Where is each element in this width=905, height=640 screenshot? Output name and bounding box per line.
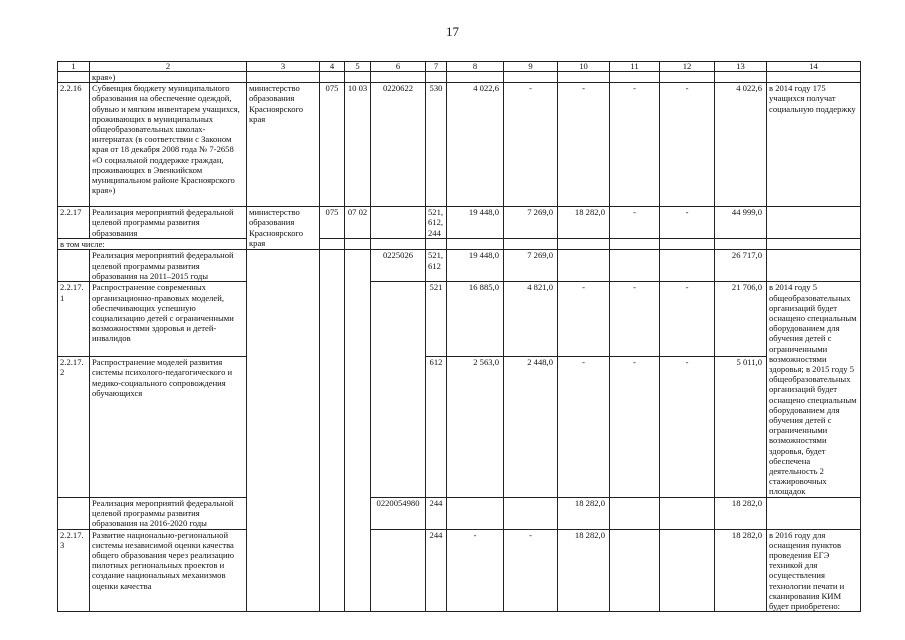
column-header: 1 — [58, 62, 90, 72]
value-cell: - — [610, 83, 660, 207]
row-code-cell: 2.2.17.2 — [58, 357, 90, 498]
csr-cell: 0225026 — [371, 250, 426, 282]
value-cell — [447, 497, 504, 529]
row-name-cell: Реализация мероприятий федеральной целевой программы развития образования на 2011–2015 годы — [90, 250, 247, 282]
row-code-cell: 2.2.17 — [58, 207, 90, 239]
column-header: 2 — [90, 62, 247, 72]
column-header-row — [58, 62, 861, 72]
table-row — [58, 357, 861, 498]
table-cell — [715, 239, 767, 250]
row-code-cell: 2.2.16 — [58, 83, 90, 207]
column-header: 11 — [610, 62, 660, 72]
grbs-cell: 075 — [320, 207, 345, 239]
value-cell: - — [610, 282, 660, 357]
table-cell — [767, 239, 861, 250]
table-row — [58, 83, 861, 207]
table-cell — [320, 239, 345, 250]
value-cell — [660, 250, 715, 282]
table-cell — [58, 72, 90, 83]
ministry-cell: министерство образования Красноярского края — [247, 83, 320, 207]
value-cell: 18 282,0 — [558, 207, 610, 239]
table-cell — [320, 250, 345, 612]
vr-cell: 244 — [426, 497, 447, 529]
value-cell: - — [504, 83, 558, 207]
table-cell — [345, 239, 371, 250]
value-cell — [660, 497, 715, 529]
table-row — [58, 529, 861, 612]
table-cell — [767, 72, 861, 83]
including-label: в том числе: — [58, 239, 247, 250]
table-cell — [371, 72, 426, 83]
value-cell: 4 821,0 — [504, 282, 558, 357]
column-header: 5 — [345, 62, 371, 72]
table-cell — [610, 72, 660, 83]
budget-table — [57, 61, 861, 612]
value-cell: - — [660, 282, 715, 357]
value-cell: 7 269,0 — [504, 250, 558, 282]
value-cell — [504, 497, 558, 529]
value-cell: 18 282,0 — [558, 497, 610, 529]
column-header: 3 — [247, 62, 320, 72]
vr-cell: 612 — [426, 357, 447, 498]
table-cell — [58, 497, 90, 529]
table-row — [58, 207, 861, 239]
row-name-cell: Распространение моделей развития системы психолого-педагогического и медико-социального сопровождения обучающихся — [90, 357, 247, 498]
rzpr-cell: 10 03 — [345, 83, 371, 207]
column-header: 13 — [715, 62, 767, 72]
value-cell — [610, 250, 660, 282]
table-cell — [247, 72, 320, 83]
result-cell: в 2014 году 5 общеобразовательных организаций будет оснащено специальным оборудованием для обучения детей с ограниченными возможностями здоровья; в 2015 году 5 общеобразовательных организаций будет оснащено специальным оборудованием для обучения детей с ограниченными возможностями здоровья, будет обеспечена деятельность 2 стажировочных площадок — [767, 282, 861, 497]
table-cell — [58, 250, 90, 282]
total-cell: 26 717,0 — [715, 250, 767, 282]
value-cell: - — [447, 529, 504, 612]
vr-cell: 521, 612, 244 — [426, 207, 447, 239]
column-header: 6 — [371, 62, 426, 72]
value-cell — [558, 250, 610, 282]
row-code-cell: 2.2.17.1 — [58, 282, 90, 357]
table-cell — [426, 239, 447, 250]
table-cell — [447, 239, 504, 250]
value-cell: 18 282,0 — [558, 529, 610, 612]
total-cell: 18 282,0 — [715, 529, 767, 612]
column-header: 14 — [767, 62, 861, 72]
value-cell: - — [558, 357, 610, 498]
table-cell — [371, 239, 426, 250]
value-cell: - — [558, 83, 610, 207]
value-cell: 4 022,6 — [447, 83, 504, 207]
value-cell: 16 885,0 — [447, 282, 504, 357]
column-header: 8 — [447, 62, 504, 72]
total-cell: 44 999,0 — [715, 207, 767, 239]
value-cell: - — [610, 207, 660, 239]
page-number: 17 — [446, 24, 459, 39]
grbs-cell: 075 — [320, 83, 345, 207]
table-cell — [660, 72, 715, 83]
value-cell: - — [504, 529, 558, 612]
column-header: 12 — [660, 62, 715, 72]
value-cell: 19 448,0 — [447, 207, 504, 239]
row-code-cell: 2.2.17.3 — [58, 529, 90, 612]
result-cell: в 2016 году для оснащения пунктов проведения ЕГЭ техникой для осуществления технологии печати и сканирования КИМ будет приобретено: — [767, 529, 861, 612]
value-cell: 7 269,0 — [504, 207, 558, 239]
table-cell — [320, 72, 345, 83]
table-cell — [504, 239, 558, 250]
total-cell: 5 011,0 — [715, 357, 767, 498]
row-name-cell: Реализация мероприятий федеральной целевой программы развития образования на 2016-2020 годы — [90, 497, 247, 529]
table-cell — [426, 72, 447, 83]
table-cell — [558, 72, 610, 83]
value-cell: - — [660, 207, 715, 239]
value-cell — [610, 497, 660, 529]
table-cell — [247, 250, 320, 612]
value-cell: - — [610, 357, 660, 498]
value-cell: - — [558, 282, 610, 357]
result-cell: в 2014 году 175 учащихся получат социальную поддержку — [767, 83, 861, 207]
vr-cell: 521 — [426, 282, 447, 357]
result-cell — [767, 207, 861, 239]
result-cell — [767, 497, 861, 529]
value-cell: 19 448,0 — [447, 250, 504, 282]
row-name-cell: Субвенция бюджету муниципального образования на обеспечение одеждой, обувью и мягким инвентарем учащихся, проживающих в муниципальных общеобразовательных школах-интернатах (в соответствии с Законом края от 18 декабря 2008 года № 7-2658 «О социальной поддержке граждан, проживающих в Эвенкийском муниципальном районе Красноярского края») — [90, 83, 247, 207]
csr-cell: 0220622 — [371, 83, 426, 207]
value-cell: 2 448,0 — [504, 357, 558, 498]
result-cell — [767, 250, 861, 282]
column-header: 10 — [558, 62, 610, 72]
table-cell — [558, 239, 610, 250]
table-cell — [447, 72, 504, 83]
table-cell — [345, 250, 371, 612]
table-row — [58, 239, 861, 250]
value-cell: - — [660, 83, 715, 207]
table-row — [58, 497, 861, 529]
table-row — [58, 282, 861, 357]
rzpr-cell: 07 02 — [345, 207, 371, 239]
total-cell: 4 022,6 — [715, 83, 767, 207]
vr-cell: 521, 612 — [426, 250, 447, 282]
table-cell — [504, 72, 558, 83]
value-cell — [660, 529, 715, 612]
row-name-cell: Распространение современных организационно-правовых моделей, обеспечивающих успешную социализацию детей с ограниченными возможностями здоровья и детей-инвалидов — [90, 282, 247, 357]
vr-cell: 530 — [426, 83, 447, 207]
table-cell — [345, 72, 371, 83]
value-cell: - — [660, 357, 715, 498]
column-header: 4 — [320, 62, 345, 72]
csr-cell — [371, 207, 426, 239]
ministry-cell: министерство образования Красноярского края — [247, 207, 320, 250]
table-cell — [715, 72, 767, 83]
table-cell — [660, 239, 715, 250]
table-row — [58, 72, 861, 83]
csr-cell — [371, 529, 426, 612]
vr-cell: 244 — [426, 529, 447, 612]
value-cell: 2 563,0 — [447, 357, 504, 498]
total-cell: 21 706,0 — [715, 282, 767, 357]
total-cell: 18 282,0 — [715, 497, 767, 529]
column-header: 9 — [504, 62, 558, 72]
value-cell — [610, 529, 660, 612]
csr-cell — [371, 282, 426, 497]
column-header: 7 — [426, 62, 447, 72]
row-name-cell: Реализация мероприятий федеральной целевой программы развития образования — [90, 207, 247, 239]
csr-cell: 0220054980 — [371, 497, 426, 529]
row-name-cell: Развитие национально-региональной системы независимой оценки качества общего образования через реализацию пилотных региональных проектов и создание национальных механизмов оценки качества — [90, 529, 247, 612]
table-row — [58, 250, 861, 282]
table-cell — [610, 239, 660, 250]
row-name-cell: края») — [90, 72, 247, 83]
